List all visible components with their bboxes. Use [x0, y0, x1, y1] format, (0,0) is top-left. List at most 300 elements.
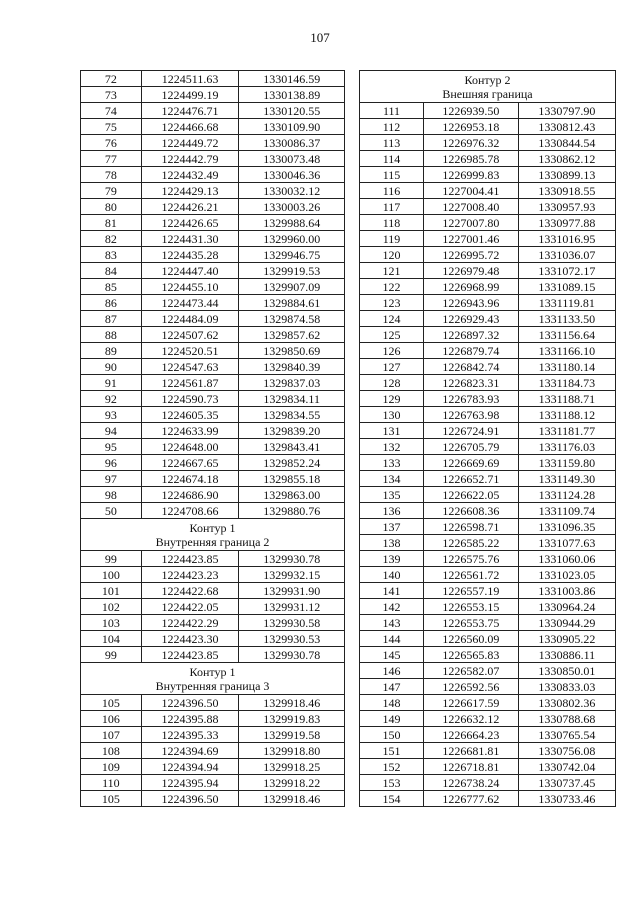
- table-row: [81, 119, 345, 135]
- point-number-cell: 136: [360, 503, 424, 519]
- table-row: [81, 775, 345, 791]
- y-coordinate-cell: 1331119.81: [518, 295, 615, 311]
- x-coordinate-cell: 1224395.33: [141, 727, 239, 743]
- point-number-cell: 110: [81, 775, 142, 791]
- y-coordinate-cell: 1330765.54: [518, 727, 615, 743]
- x-coordinate-cell: 1224435.28: [141, 247, 239, 263]
- table-row: [360, 503, 616, 519]
- table-row: [81, 503, 345, 519]
- table-row: [360, 215, 616, 231]
- y-coordinate-cell: 1330797.90: [518, 103, 615, 119]
- point-number-cell: 83: [81, 247, 142, 263]
- y-coordinate-cell: 1329960.00: [239, 231, 345, 247]
- x-coordinate-cell: 1226632.12: [424, 711, 519, 727]
- point-number-cell: 89: [81, 343, 142, 359]
- point-number-cell: 87: [81, 311, 142, 327]
- y-coordinate-cell: 1331003.86: [518, 583, 615, 599]
- point-number-cell: 148: [360, 695, 424, 711]
- point-number-cell: 139: [360, 551, 424, 567]
- y-coordinate-cell: 1331109.74: [518, 503, 615, 519]
- x-coordinate-cell: 1226705.79: [424, 439, 519, 455]
- x-coordinate-cell: 1226585.22: [424, 535, 519, 551]
- point-number-cell: 97: [81, 471, 142, 487]
- y-coordinate-cell: 1330737.45: [518, 775, 615, 791]
- x-coordinate-cell: 1224449.72: [141, 135, 239, 151]
- y-coordinate-cell: 1330073.48: [239, 151, 345, 167]
- x-coordinate-cell: 1224396.50: [141, 695, 239, 711]
- point-number-cell: 93: [81, 407, 142, 423]
- table-row: [360, 471, 616, 487]
- table-row: [360, 295, 616, 311]
- point-number-cell: 135: [360, 487, 424, 503]
- x-coordinate-cell: 1226999.83: [424, 167, 519, 183]
- y-coordinate-cell: 1329840.39: [239, 359, 345, 375]
- x-coordinate-cell: 1224423.85: [141, 551, 239, 567]
- table-row: [81, 167, 345, 183]
- table-row: [81, 695, 345, 711]
- y-coordinate-cell: 1329930.78: [239, 647, 345, 663]
- table-row: [360, 327, 616, 343]
- table-row: [81, 135, 345, 151]
- point-number-cell: 77: [81, 151, 142, 167]
- y-coordinate-cell: 1330844.54: [518, 135, 615, 151]
- coordinates-table-right-body: [360, 71, 616, 807]
- point-number-cell: 147: [360, 679, 424, 695]
- point-number-cell: 99: [81, 647, 142, 663]
- table-row: [81, 199, 345, 215]
- x-coordinate-cell: 1224520.51: [141, 343, 239, 359]
- x-coordinate-cell: 1224447.40: [141, 263, 239, 279]
- x-coordinate-cell: 1226681.81: [424, 743, 519, 759]
- x-coordinate-cell: 1226979.48: [424, 263, 519, 279]
- y-coordinate-cell: 1329919.53: [239, 263, 345, 279]
- coordinates-table-left: [80, 70, 345, 807]
- table-row: [81, 759, 345, 775]
- point-number-cell: 105: [81, 791, 142, 807]
- y-coordinate-cell: 1329843.41: [239, 439, 345, 455]
- y-coordinate-cell: 1330742.04: [518, 759, 615, 775]
- contour-title: Контур 2: [464, 72, 511, 87]
- x-coordinate-cell: 1224426.21: [141, 199, 239, 215]
- table-row: [360, 791, 616, 807]
- y-coordinate-cell: 1330146.59: [239, 71, 345, 87]
- x-coordinate-cell: 1227008.40: [424, 199, 519, 215]
- x-coordinate-cell: 1224423.23: [141, 567, 239, 583]
- x-coordinate-cell: 1226879.74: [424, 343, 519, 359]
- point-number-cell: 103: [81, 615, 142, 631]
- y-coordinate-cell: 1329837.03: [239, 375, 345, 391]
- section-header-row: [81, 663, 345, 695]
- x-coordinate-cell: 1224561.87: [141, 375, 239, 391]
- table-row: [81, 439, 345, 455]
- table-row: [360, 279, 616, 295]
- x-coordinate-cell: 1226669.69: [424, 455, 519, 471]
- x-coordinate-cell: 1226652.71: [424, 471, 519, 487]
- point-number-cell: 113: [360, 135, 424, 151]
- table-row: [81, 551, 345, 567]
- section-header: [81, 663, 345, 695]
- table-row: [360, 407, 616, 423]
- y-coordinate-cell: 1329863.00: [239, 487, 345, 503]
- y-coordinate-cell: 1329930.58: [239, 615, 345, 631]
- x-coordinate-cell: 1226718.81: [424, 759, 519, 775]
- point-number-cell: 106: [81, 711, 142, 727]
- x-coordinate-cell: 1226763.98: [424, 407, 519, 423]
- x-coordinate-cell: 1224476.71: [141, 103, 239, 119]
- y-coordinate-cell: 1331089.15: [518, 279, 615, 295]
- table-row: [360, 263, 616, 279]
- table-row: [81, 711, 345, 727]
- y-coordinate-cell: 1331180.14: [518, 359, 615, 375]
- table-row: [81, 359, 345, 375]
- point-number-cell: 79: [81, 183, 142, 199]
- point-number-cell: 84: [81, 263, 142, 279]
- table-row: [81, 327, 345, 343]
- y-coordinate-cell: 1329930.53: [239, 631, 345, 647]
- y-coordinate-cell: 1331149.30: [518, 471, 615, 487]
- point-number-cell: 74: [81, 103, 142, 119]
- point-number-cell: 88: [81, 327, 142, 343]
- boundary-title: Внутренняя граница 3: [155, 678, 270, 693]
- table-row: [81, 183, 345, 199]
- boundary-title: Внешняя граница: [442, 86, 533, 101]
- y-coordinate-cell: 1329918.22: [239, 775, 345, 791]
- point-number-cell: 86: [81, 295, 142, 311]
- y-coordinate-cell: 1331176.03: [518, 439, 615, 455]
- point-number-cell: 99: [81, 551, 142, 567]
- table-row: [81, 295, 345, 311]
- y-coordinate-cell: 1330886.11: [518, 647, 615, 663]
- point-number-cell: 122: [360, 279, 424, 295]
- y-coordinate-cell: 1330977.88: [518, 215, 615, 231]
- x-coordinate-cell: 1226985.78: [424, 151, 519, 167]
- table-row: [360, 391, 616, 407]
- x-coordinate-cell: 1226560.09: [424, 631, 519, 647]
- table-row: [360, 103, 616, 119]
- x-coordinate-cell: 1224426.65: [141, 215, 239, 231]
- x-coordinate-cell: 1226939.50: [424, 103, 519, 119]
- point-number-cell: 116: [360, 183, 424, 199]
- point-number-cell: 85: [81, 279, 142, 295]
- point-number-cell: 126: [360, 343, 424, 359]
- y-coordinate-cell: 1329857.62: [239, 327, 345, 343]
- table-row: [81, 615, 345, 631]
- point-number-cell: 73: [81, 87, 142, 103]
- point-number-cell: 111: [360, 103, 424, 119]
- y-coordinate-cell: 1330899.13: [518, 167, 615, 183]
- table-row: [81, 375, 345, 391]
- x-coordinate-cell: 1227004.41: [424, 183, 519, 199]
- x-coordinate-cell: 1224395.88: [141, 711, 239, 727]
- section-header-row: [81, 519, 345, 551]
- table-row: [360, 359, 616, 375]
- y-coordinate-cell: 1330957.93: [518, 199, 615, 215]
- y-coordinate-cell: 1331166.10: [518, 343, 615, 359]
- x-coordinate-cell: 1224442.79: [141, 151, 239, 167]
- x-coordinate-cell: 1224473.44: [141, 295, 239, 311]
- x-coordinate-cell: 1226598.71: [424, 519, 519, 535]
- point-number-cell: 144: [360, 631, 424, 647]
- table-row: [360, 631, 616, 647]
- y-coordinate-cell: 1331188.12: [518, 407, 615, 423]
- y-coordinate-cell: 1330733.46: [518, 791, 615, 807]
- x-coordinate-cell: 1224507.62: [141, 327, 239, 343]
- table-row: [81, 279, 345, 295]
- table-row: [360, 439, 616, 455]
- y-coordinate-cell: 1329918.46: [239, 791, 345, 807]
- point-number-cell: 96: [81, 455, 142, 471]
- table-row: [81, 71, 345, 87]
- table-row: [360, 743, 616, 759]
- x-coordinate-cell: 1224667.65: [141, 455, 239, 471]
- table-row: [81, 455, 345, 471]
- y-coordinate-cell: 1330120.55: [239, 103, 345, 119]
- x-coordinate-cell: 1224395.94: [141, 775, 239, 791]
- point-number-cell: 101: [81, 583, 142, 599]
- y-coordinate-cell: 1329884.61: [239, 295, 345, 311]
- x-coordinate-cell: 1224511.63: [141, 71, 239, 87]
- table-row: [360, 135, 616, 151]
- y-coordinate-cell: 1331188.71: [518, 391, 615, 407]
- x-coordinate-cell: 1224648.00: [141, 439, 239, 455]
- table-row: [81, 391, 345, 407]
- table-row: [81, 567, 345, 583]
- x-coordinate-cell: 1224431.30: [141, 231, 239, 247]
- boundary-title: Внутренняя граница 2: [155, 534, 270, 549]
- point-number-cell: 109: [81, 759, 142, 775]
- coordinates-table-right: [359, 70, 616, 807]
- y-coordinate-cell: 1329918.46: [239, 695, 345, 711]
- y-coordinate-cell: 1329855.18: [239, 471, 345, 487]
- point-number-cell: 98: [81, 487, 142, 503]
- point-number-cell: 115: [360, 167, 424, 183]
- point-number-cell: 78: [81, 167, 142, 183]
- y-coordinate-cell: 1331036.07: [518, 247, 615, 263]
- y-coordinate-cell: 1331060.06: [518, 551, 615, 567]
- table-row: [360, 567, 616, 583]
- x-coordinate-cell: 1226897.32: [424, 327, 519, 343]
- y-coordinate-cell: 1330944.29: [518, 615, 615, 631]
- table-row: [81, 423, 345, 439]
- table-row: [81, 87, 345, 103]
- y-coordinate-cell: 1329850.69: [239, 343, 345, 359]
- point-number-cell: 76: [81, 135, 142, 151]
- table-row: [360, 615, 616, 631]
- table-row: [81, 791, 345, 807]
- table-row: [81, 407, 345, 423]
- x-coordinate-cell: 1226664.23: [424, 727, 519, 743]
- point-number-cell: 119: [360, 231, 424, 247]
- page-number: 107: [310, 30, 330, 45]
- y-coordinate-cell: 1329907.09: [239, 279, 345, 295]
- table-row: [360, 695, 616, 711]
- y-coordinate-cell: 1329834.55: [239, 407, 345, 423]
- y-coordinate-cell: 1329880.76: [239, 503, 345, 519]
- y-coordinate-cell: 1329874.58: [239, 311, 345, 327]
- y-coordinate-cell: 1331124.28: [518, 487, 615, 503]
- point-number-cell: 92: [81, 391, 142, 407]
- x-coordinate-cell: 1226561.72: [424, 567, 519, 583]
- point-number-cell: 132: [360, 439, 424, 455]
- point-number-cell: 114: [360, 151, 424, 167]
- x-coordinate-cell: 1224394.94: [141, 759, 239, 775]
- point-number-cell: 149: [360, 711, 424, 727]
- table-row: [360, 231, 616, 247]
- y-coordinate-cell: 1331184.73: [518, 375, 615, 391]
- table-row: [360, 423, 616, 439]
- table-row: [360, 727, 616, 743]
- y-coordinate-cell: 1330905.22: [518, 631, 615, 647]
- y-coordinate-cell: 1330138.89: [239, 87, 345, 103]
- y-coordinate-cell: 1330788.68: [518, 711, 615, 727]
- table-row: [360, 759, 616, 775]
- x-coordinate-cell: 1224432.49: [141, 167, 239, 183]
- point-number-cell: 142: [360, 599, 424, 615]
- y-coordinate-cell: 1330003.26: [239, 199, 345, 215]
- table-row: [81, 599, 345, 615]
- x-coordinate-cell: 1226929.43: [424, 311, 519, 327]
- y-coordinate-cell: 1329918.25: [239, 759, 345, 775]
- x-coordinate-cell: 1224590.73: [141, 391, 239, 407]
- point-number-cell: 143: [360, 615, 424, 631]
- table-row: [81, 743, 345, 759]
- y-coordinate-cell: 1329852.24: [239, 455, 345, 471]
- x-coordinate-cell: 1224394.69: [141, 743, 239, 759]
- x-coordinate-cell: 1226995.72: [424, 247, 519, 263]
- contour-title: Контур 1: [189, 520, 236, 535]
- x-coordinate-cell: 1226953.18: [424, 119, 519, 135]
- x-coordinate-cell: 1226777.62: [424, 791, 519, 807]
- x-coordinate-cell: 1226724.91: [424, 423, 519, 439]
- y-coordinate-cell: 1331016.95: [518, 231, 615, 247]
- point-number-cell: 75: [81, 119, 142, 135]
- x-coordinate-cell: 1224455.10: [141, 279, 239, 295]
- point-number-cell: 124: [360, 311, 424, 327]
- y-coordinate-cell: 1331077.63: [518, 535, 615, 551]
- x-coordinate-cell: 1224708.66: [141, 503, 239, 519]
- y-coordinate-cell: 1330756.08: [518, 743, 615, 759]
- y-coordinate-cell: 1331072.17: [518, 263, 615, 279]
- table-row: [81, 215, 345, 231]
- table-row: [81, 103, 345, 119]
- x-coordinate-cell: 1226617.59: [424, 695, 519, 711]
- x-coordinate-cell: 1226823.31: [424, 375, 519, 391]
- section-header-row: [360, 71, 616, 103]
- table-row: [81, 471, 345, 487]
- y-coordinate-cell: 1329931.90: [239, 583, 345, 599]
- y-coordinate-cell: 1330833.03: [518, 679, 615, 695]
- table-row: [360, 711, 616, 727]
- table-row: [360, 311, 616, 327]
- point-number-cell: 104: [81, 631, 142, 647]
- y-coordinate-cell: 1331156.64: [518, 327, 615, 343]
- table-row: [360, 583, 616, 599]
- table-row: [81, 231, 345, 247]
- point-number-cell: 81: [81, 215, 142, 231]
- x-coordinate-cell: 1226575.76: [424, 551, 519, 567]
- table-row: [360, 343, 616, 359]
- y-coordinate-cell: 1331133.50: [518, 311, 615, 327]
- point-number-cell: 112: [360, 119, 424, 135]
- y-coordinate-cell: 1329919.58: [239, 727, 345, 743]
- table-row: [81, 343, 345, 359]
- point-number-cell: 145: [360, 647, 424, 663]
- y-coordinate-cell: 1330086.37: [239, 135, 345, 151]
- table-row: [81, 631, 345, 647]
- x-coordinate-cell: 1226976.32: [424, 135, 519, 151]
- x-coordinate-cell: 1226553.15: [424, 599, 519, 615]
- point-number-cell: 95: [81, 439, 142, 455]
- point-number-cell: 153: [360, 775, 424, 791]
- point-number-cell: 80: [81, 199, 142, 215]
- point-number-cell: 130: [360, 407, 424, 423]
- y-coordinate-cell: 1329839.20: [239, 423, 345, 439]
- table-row: [360, 167, 616, 183]
- y-coordinate-cell: 1330109.90: [239, 119, 345, 135]
- x-coordinate-cell: 1224466.68: [141, 119, 239, 135]
- point-number-cell: 152: [360, 759, 424, 775]
- table-row: [360, 679, 616, 695]
- point-number-cell: 131: [360, 423, 424, 439]
- table-row: [81, 647, 345, 663]
- x-coordinate-cell: 1226622.05: [424, 487, 519, 503]
- point-number-cell: 50: [81, 503, 142, 519]
- x-coordinate-cell: 1226738.24: [424, 775, 519, 791]
- table-row: [360, 775, 616, 791]
- point-number-cell: 102: [81, 599, 142, 615]
- y-coordinate-cell: 1331023.05: [518, 567, 615, 583]
- y-coordinate-cell: 1330032.12: [239, 183, 345, 199]
- point-number-cell: 105: [81, 695, 142, 711]
- point-number-cell: 91: [81, 375, 142, 391]
- point-number-cell: 90: [81, 359, 142, 375]
- x-coordinate-cell: 1224422.68: [141, 583, 239, 599]
- y-coordinate-cell: 1330812.43: [518, 119, 615, 135]
- point-number-cell: 108: [81, 743, 142, 759]
- point-number-cell: 117: [360, 199, 424, 215]
- table-row: [360, 519, 616, 535]
- point-number-cell: 150: [360, 727, 424, 743]
- x-coordinate-cell: 1226557.19: [424, 583, 519, 599]
- y-coordinate-cell: 1329946.75: [239, 247, 345, 263]
- point-number-cell: 133: [360, 455, 424, 471]
- table-row: [81, 247, 345, 263]
- x-coordinate-cell: 1224605.35: [141, 407, 239, 423]
- point-number-cell: 129: [360, 391, 424, 407]
- x-coordinate-cell: 1226565.83: [424, 647, 519, 663]
- point-number-cell: 134: [360, 471, 424, 487]
- point-number-cell: 146: [360, 663, 424, 679]
- x-coordinate-cell: 1226592.56: [424, 679, 519, 695]
- x-coordinate-cell: 1224429.13: [141, 183, 239, 199]
- x-coordinate-cell: 1224396.50: [141, 791, 239, 807]
- y-coordinate-cell: 1331159.80: [518, 455, 615, 471]
- y-coordinate-cell: 1330850.01: [518, 663, 615, 679]
- x-coordinate-cell: 1224484.09: [141, 311, 239, 327]
- table-row: [360, 535, 616, 551]
- table-row: [81, 583, 345, 599]
- point-number-cell: 141: [360, 583, 424, 599]
- x-coordinate-cell: 1226783.93: [424, 391, 519, 407]
- x-coordinate-cell: 1226553.75: [424, 615, 519, 631]
- table-row: [360, 647, 616, 663]
- point-number-cell: 118: [360, 215, 424, 231]
- x-coordinate-cell: 1226608.36: [424, 503, 519, 519]
- table-row: [81, 727, 345, 743]
- x-coordinate-cell: 1224422.05: [141, 599, 239, 615]
- point-number-cell: 100: [81, 567, 142, 583]
- x-coordinate-cell: 1227001.46: [424, 231, 519, 247]
